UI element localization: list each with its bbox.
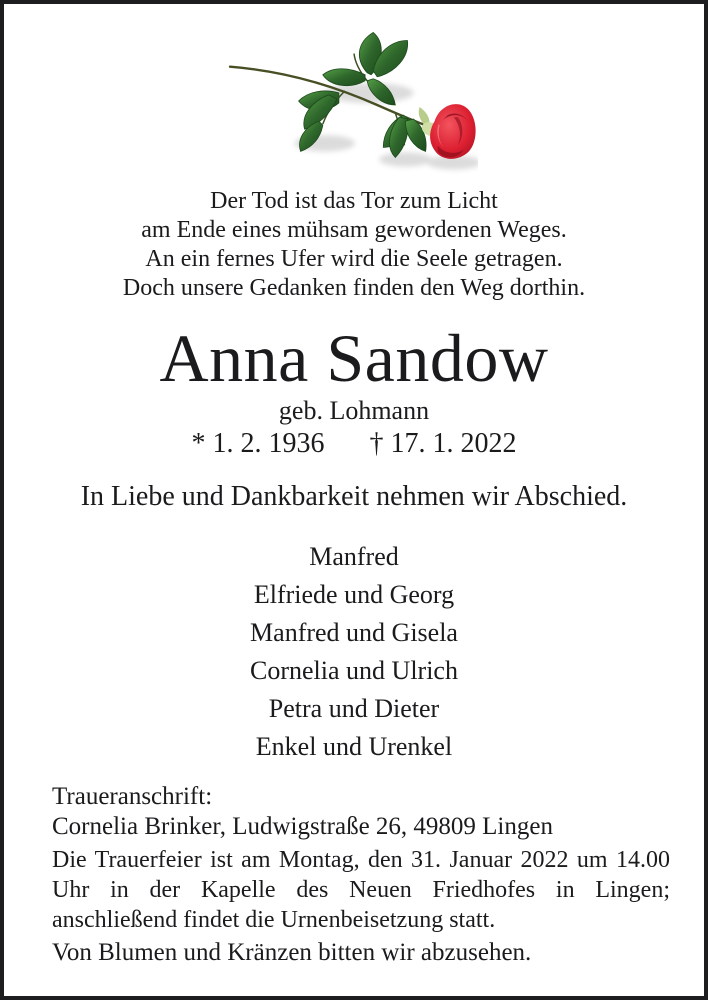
mourner-name: Enkel und Urenkel (255, 732, 453, 761)
death-date: † 17. 1. 2022 (369, 428, 517, 459)
poem-line: Doch unsere Gedanken finden den Weg dorthin. (122, 275, 586, 301)
mourning-address (52, 782, 660, 842)
flowers-note: Von Blumen und Kränzen bitten wir abzusehen. (52, 939, 532, 966)
mourner-name: Manfred (309, 542, 399, 571)
mourner-name: Elfriede und Georg (253, 580, 455, 609)
mourners-list (4, 538, 704, 766)
farewell-text: In Liebe und Dankbarkeit nehmen wir Abschied. (80, 481, 628, 512)
service-details: Die Trauerfeier ist am Montag, den 31. Januar 2022 um 14.00 Uhr in der Kapelle des Neuen Friedhofes in Lingen; anschließend findet die Urnenbeisetzung statt. (52, 847, 670, 933)
poem-line: am Ende eines mühsam gewordenen Weges. (141, 217, 567, 243)
poem-line: Der Tod ist das Tor zum Licht (210, 188, 498, 214)
address-label: Traueranschrift: (52, 783, 213, 810)
poem-line: An ein fernes Ufer wird die Seele getragen. (145, 246, 563, 272)
rose-icon (226, 28, 478, 180)
mourner-name: Petra und Dieter (268, 694, 440, 723)
deceased-name: Anna Sandow (159, 320, 549, 396)
maiden-name: geb. Lohmann (278, 396, 430, 425)
birth-date: * 1. 2. 1936 (191, 428, 325, 459)
mourner-name: Cornelia und Ulrich (250, 656, 458, 685)
address-value: Cornelia Brinker, Ludwigstraße 26, 49809 Lingen (52, 813, 553, 840)
opening-poem (4, 187, 704, 303)
mourner-name: Manfred und Gisela (250, 618, 458, 647)
life-dates (4, 428, 704, 460)
